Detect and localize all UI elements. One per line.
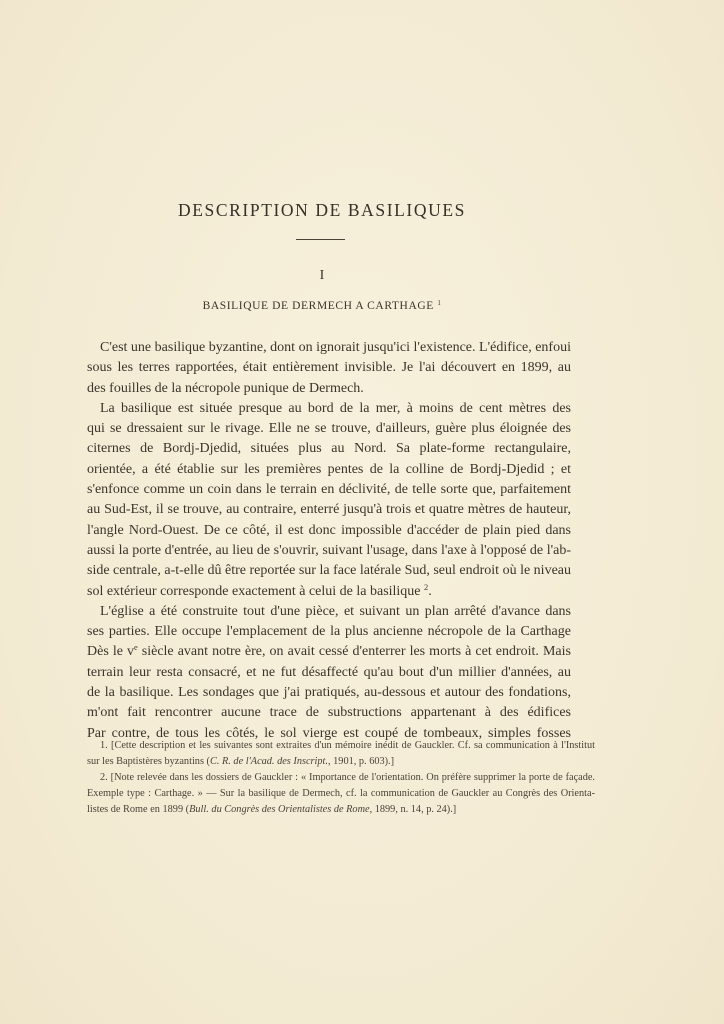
text-segment: La basilique est située presque au bord de la mer, à moins de cent mètres des — [100, 400, 571, 416]
body-line — [87, 399, 571, 419]
text-segment: listes de Rome en 1899 ( — [87, 804, 190, 815]
body-text — [87, 338, 571, 744]
text-segment: citernes de Bordj-Djedid, situées plus au Nord. Sa plate-forme rectangulaire, — [87, 441, 571, 457]
text-segment: orientée, a été établie sur les premières pentes de la colline de Bordj-Djedid ; et — [87, 461, 571, 477]
section-numeral: I — [319, 268, 325, 283]
body-line — [87, 500, 571, 520]
text-segment: s'enfonce comme un coin dans le terrain en déclivité, de telle sorte que, parfaitement — [87, 482, 571, 498]
text-segment: Par contre, de tous les côtés, le sol vierge est coupé de tombeaux, simples fosses — [87, 725, 571, 741]
footnote-line — [87, 802, 595, 818]
body-line — [87, 521, 571, 541]
title-rule-divider — [296, 239, 345, 240]
text-segment: . — [428, 583, 432, 599]
body-line — [87, 602, 571, 622]
body-line — [87, 541, 571, 561]
text-segment: sur les Baptistères byzantins ( — [87, 756, 210, 767]
footnote-line — [87, 770, 595, 786]
text-segment: au Sud-Est, il se trouve, au contraire, enterré jusqu'à trois et quatre mètres de hauteur, — [87, 502, 571, 518]
text-segment: siècle avant notre ère, on avait cessé d'enterrer les morts à cet endroit. Mais — [141, 644, 571, 660]
superscript: 2 — [424, 582, 429, 592]
footnotes — [87, 738, 595, 818]
text-segment: aussi la porte d'entrée, au lieu de s'ouvrir, suivant l'usage, dans l'axe à l'opposé de l'ab- — [87, 542, 571, 558]
text-segment: Dès le v — [87, 644, 134, 660]
subtitle-text: BASILIQUE DE DERMECH A CARTHAGE — [202, 300, 434, 312]
section-subtitle — [0, 300, 644, 312]
text-segment: C'est une basilique byzantine, dont on ignorait jusqu'ici l'existence. L'édifice, enfoui — [100, 340, 571, 355]
footnote-line — [87, 786, 595, 802]
text-segment: 2. [Note relevée dans les dossiers de Gauckler : « Importance de l'orientation. On préfère supprimer la porte de façade. — [100, 772, 595, 783]
footnote-ref: 1 — [437, 299, 442, 307]
page-title: DESCRIPTION DE BASILIQUES — [178, 200, 466, 220]
text-segment: m'ont fait rencontrer aucune trace de substructions appartenant à des édifices — [87, 705, 571, 721]
italic-citation: C. R. de l'Acad. des Inscript. — [209, 756, 328, 767]
superscript: e — [134, 643, 138, 653]
text-segment: , 1901, p. 603).] — [328, 756, 395, 767]
body-line — [87, 358, 571, 378]
italic-citation: Bull. du Congrès des Orientalistes de Rome — [189, 804, 370, 815]
body-line — [87, 480, 571, 500]
body-line — [87, 379, 571, 399]
footnote-line — [87, 754, 595, 770]
text-segment: , 1899, n. 14, p. 24).] — [369, 804, 457, 815]
text-segment: terrain leur resta consacré, et ne fut désaffecté qu'au bout d'un millier d'années, au — [87, 664, 571, 680]
text-segment: Exemple type : Carthage. » — Sur la basilique de Dermech, cf. la communication de Gauckler au Congrès des Orienta- — [87, 788, 595, 799]
text-segment: L'église a été construite tout d'une pièce, et suivant un plan arrêté d'avance dans — [100, 603, 571, 619]
body-line — [87, 419, 571, 439]
text-segment: qui se dressaient sur le rivage. Elle ne se trouve, d'ailleurs, guère plus éloignée des — [87, 421, 571, 437]
body-line — [87, 338, 571, 358]
body-line — [87, 642, 571, 662]
body-line — [87, 622, 571, 642]
text-segment: sol extérieur corresponde exactement à celui de la basilique — [87, 583, 425, 599]
text-segment: de la basilique. Les sondages que j'ai pratiqués, au-dessous et autour des fondations, — [87, 685, 571, 701]
text-segment: l'angle Nord-Ouest. De ce côté, il est donc impossible d'accéder de plain pied dans — [87, 522, 571, 538]
body-line — [87, 703, 571, 723]
body-line — [87, 561, 571, 581]
text-segment: ses parties. Elle occupe l'emplacement de la plus ancienne nécropole de la Carthage — [87, 624, 571, 640]
body-line — [87, 582, 571, 602]
text-segment: 1. [Cette description et les suivantes sont extraites d'un mémoire inédit de Gauckler. Cf. sa communication à l'Institut — [100, 740, 595, 751]
body-line — [87, 683, 571, 703]
text-segment: des fouilles de la nécropole punique de Dermech. — [87, 380, 364, 396]
footnote-line — [87, 738, 595, 754]
text-segment: side centrale, a-t-elle dû être reportée sur la face latérale Sud, seul endroit où le niveau — [87, 563, 571, 579]
body-line — [87, 460, 571, 480]
body-line — [87, 663, 571, 683]
text-segment: sous les terres rapportées, était entièrement invisible. Je l'ai découvert en 1899, au — [87, 360, 571, 376]
body-line — [87, 439, 571, 459]
